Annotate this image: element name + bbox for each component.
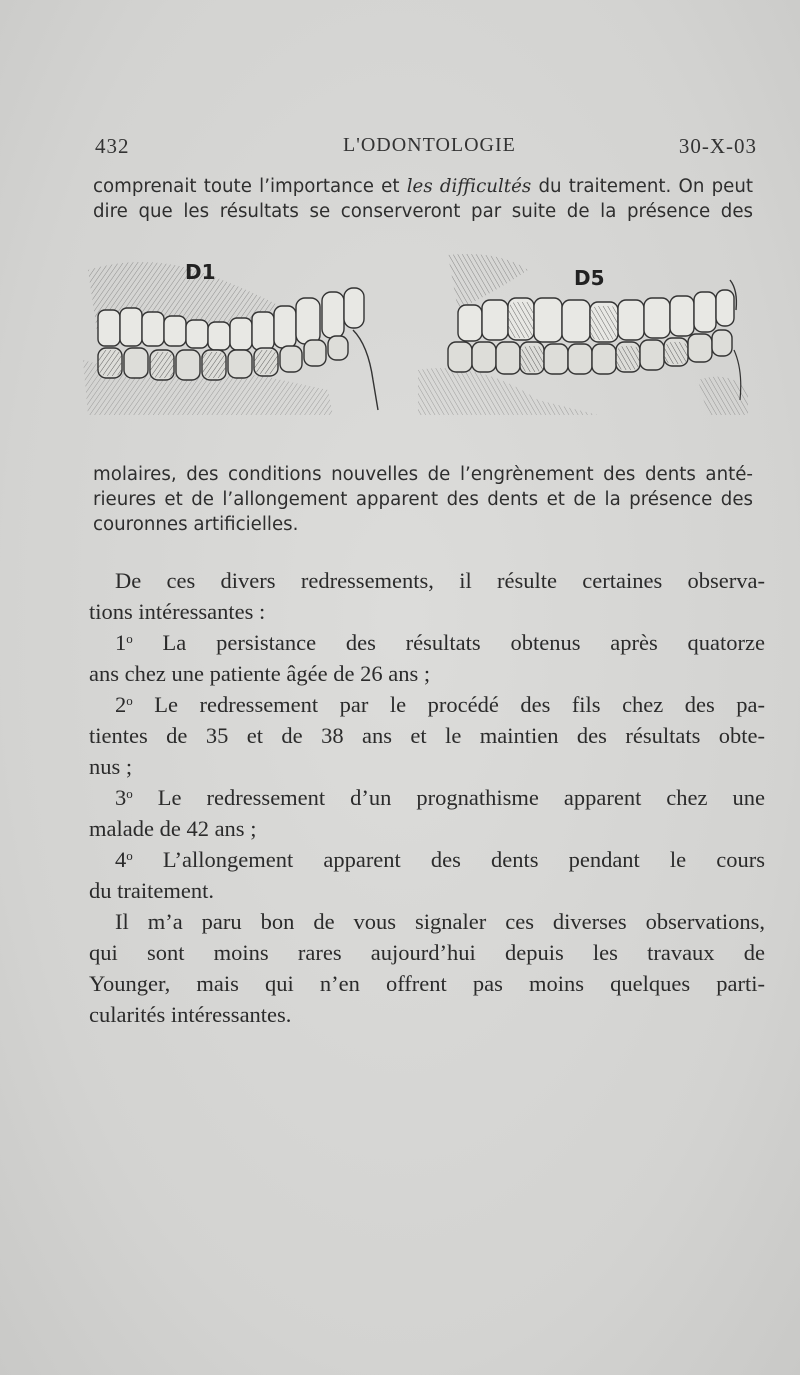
intro-italic-text: les difficultés [406,176,532,197]
page-number: 432 [95,134,130,158]
item-text: Le redressement par le procédé des fils chez des pa- [132,692,765,717]
item-number: 3 [115,785,127,810]
intro-line: dire que les résultats se conserveront par suite de la présence des [93,201,753,222]
body-line: cularités intéressantes. [89,1002,292,1027]
body-line: du traitement. [89,878,214,903]
ordinal-mark: o [126,786,133,801]
item-number: 4 [115,847,127,872]
body-line: tions intéressantes : [89,599,266,624]
body-line: De ces divers redressements, il résulte certaines observa- [115,568,765,593]
intro-text: comprenait toute l’importance et [93,176,407,197]
body-line: tientes de 35 et de 38 ans et le maintien des résultats obte- [89,723,765,748]
running-header [95,134,757,164]
body-line: qui sont moins rares aujourd’hui depuis les travaux de [89,940,765,965]
list-item-4 [89,844,765,875]
body-line: ans chez une patiente âgée de 26 ans ; [89,661,431,686]
intro-line [93,174,753,199]
dental-figure-d1 [78,250,388,420]
list-item-3 [89,782,765,813]
continuation-paragraph [93,462,753,537]
ordinal-mark: o [126,631,133,646]
figure-label-d5: D5 [574,266,605,290]
figure-label-d1: D1 [185,260,216,284]
ordinal-mark: o [126,693,133,708]
continuation-line: couronnes artificielles. [93,514,299,535]
body-line: Younger, mais qui n’en offrent pas moins quelques parti- [89,971,765,996]
item-text: L’allongement apparent des dents pendant le cours [132,847,765,872]
intro-paragraph [93,174,753,224]
item-text: Le redressement d’un prognathisme apparent chez une [132,785,765,810]
item-text: La persistance des résultats obtenus après quatorze [132,630,765,655]
dental-figure-d5 [418,250,758,420]
body-line: nus ; [89,754,133,779]
intro-text: du traitement. On peut [531,176,754,197]
continuation-line: rieures et de l’allongement apparent des dents et de la présence des [93,489,753,510]
journal-title: L'ODONTOLOGIE [343,134,516,156]
body-line: Il m’a paru bon de vous signaler ces diverses observations, [115,909,765,934]
list-item-2 [89,689,765,720]
issue-date: 30-X-03 [678,134,757,158]
main-body [89,565,765,1030]
item-number: 1 [115,630,127,655]
teeth-illustration-icon [78,250,388,420]
list-item-1 [89,627,765,658]
ordinal-mark: o [126,848,133,863]
body-line: malade de 42 ans ; [89,816,257,841]
item-number: 2 [115,692,127,717]
continuation-line: molaires, des conditions nouvelles de l’engrènement des dents anté- [93,464,753,485]
